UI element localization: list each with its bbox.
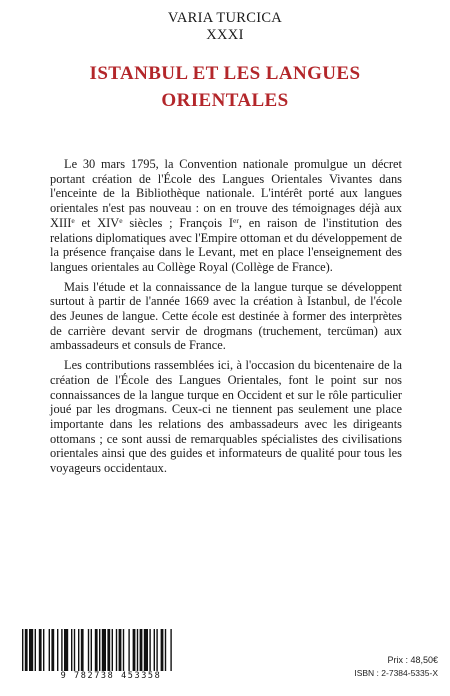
book-title-line-1: ISTANBUL ET LES LANGUES <box>89 63 361 84</box>
book-title <box>0 60 450 114</box>
barcode-bar <box>39 629 42 673</box>
paragraph-3: Les contributions rassemblées ici, à l'occasion du bicentenaire de la création de l'École des Langues Orientales, font le point sur nos connaissances de la langue turque en Occident et sur le rôle particulier joué par les drogmans. Ceux-ci ne tiennent pas seulement une place importante dans les relations des ambassadeurs avec les dirigeants ottomans ; ce sont aussi de remarquables spécialistes des civilisations orientales ainsi que des guides et informateurs de qualité pour tous les voyageurs occidentaux. <box>50 358 402 476</box>
paragraph-2: Mais l'étude et la connaissance de la langue turque se développent surtout à partir de l'année 1669 avec la création à Istanbul, de l'école des Jeunes de langue. Cette école est destinée à former des interprètes de carrière devant servir de drogmans (truchement, tercüman) aux ambassadeurs et consuls de France. <box>50 279 402 353</box>
barcode-bar <box>74 629 75 673</box>
barcode <box>16 629 206 685</box>
barcode-bar <box>154 629 155 673</box>
barcode-bar <box>99 629 100 673</box>
barcode-bar <box>88 629 89 673</box>
barcode-bar <box>91 629 92 673</box>
barcode-bar <box>149 629 150 673</box>
barcode-bar <box>78 629 79 673</box>
paragraph-1: Le 30 mars 1795, la Convention nationale promulgue un décret portant création de l'École des Langues Orientales Vivantes dans l'enceinte de la Bibliothèque nationale. L'intérêt porté aux langues orientales n'est pas nouveau : on en trouve des témoignages déjà aux XIIIe et XIVe siècles ; François Ier, en raison de l'institution des relations diplomatiques avec l'Empire ottoman et du développement de la présence française dans le Levant, met en place l'enseignement des langues orientales au Collège Royal (Collège de France). <box>50 157 402 274</box>
barcode-bars <box>16 629 206 673</box>
barcode-bar <box>35 629 36 673</box>
barcode-bar <box>57 629 58 673</box>
barcode-bar <box>49 629 50 673</box>
barcode-bar <box>61 629 62 673</box>
barcode-number: 9 782738 453358 <box>16 671 206 681</box>
barcode-bar <box>170 629 171 673</box>
series-volume: XXXI <box>206 27 244 43</box>
book-title-line-2: ORIENTALES <box>161 90 289 111</box>
barcode-bar <box>119 629 122 673</box>
barcode-bar <box>128 629 129 673</box>
barcode-bar <box>156 629 157 673</box>
barcode-bar <box>123 629 124 673</box>
barcode-bar <box>112 629 113 673</box>
barcode-bar <box>43 629 44 673</box>
barcode-bar <box>116 629 117 673</box>
back-cover-text <box>50 157 402 481</box>
barcode-bar <box>71 629 72 673</box>
price-label: Prix : 48,50€ <box>387 655 438 665</box>
barcode-bar <box>140 629 143 673</box>
barcode-bar <box>29 629 33 673</box>
barcode-bar <box>51 629 54 673</box>
series-header <box>0 10 450 44</box>
series-name: VARIA TURCICA <box>167 10 283 26</box>
barcode-bar <box>144 629 148 673</box>
barcode-bar <box>102 629 106 673</box>
barcode-bar <box>137 629 138 673</box>
barcode-bar <box>95 629 98 673</box>
isbn-label: ISBN : 2-7384-5335-X <box>354 668 438 678</box>
barcode-bar <box>22 629 23 673</box>
barcode-bar <box>81 629 84 673</box>
barcode-bar <box>161 629 164 673</box>
barcode-bar <box>107 629 110 673</box>
barcode-bar <box>133 629 136 673</box>
barcode-bar <box>25 629 28 673</box>
barcode-bar <box>64 629 68 673</box>
barcode-bar <box>165 629 166 673</box>
